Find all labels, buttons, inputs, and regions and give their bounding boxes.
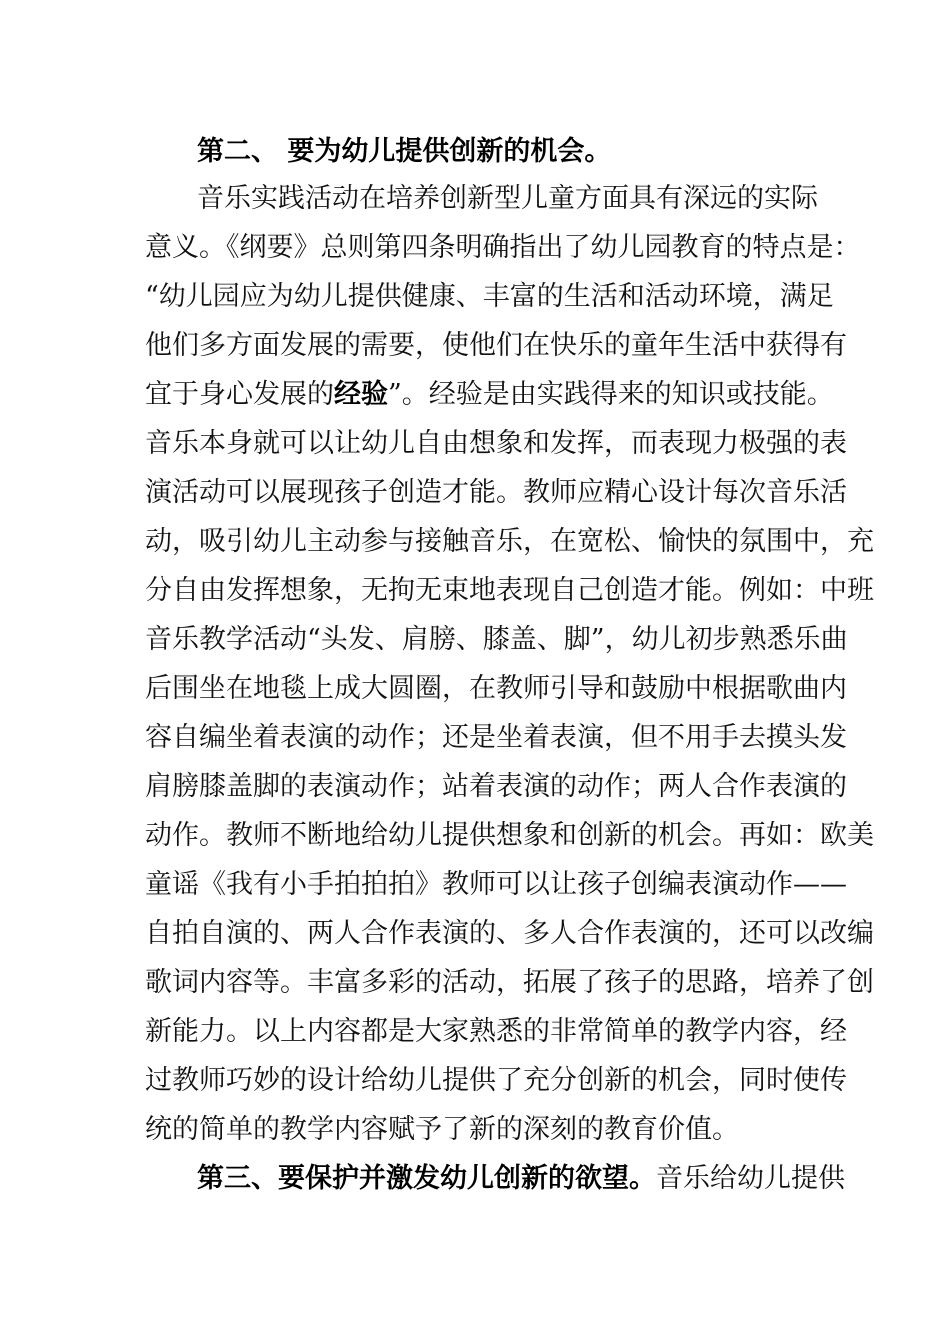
paragraph-line: 童谣《我有小手拍拍拍》教师可以让孩子创编表演动作——	[145, 869, 847, 900]
paragraph-line: 肩膀膝盖脚的表演动作；站着表演的动作；两人合作表演的	[145, 771, 847, 802]
paragraph-line: 意义。《纲要》总则第四条明确指出了幼儿园教育的特点是：	[145, 232, 861, 263]
section-heading-3: 第三、要保护并激发幼儿创新的欲望。	[197, 1163, 656, 1194]
paragraph-line: 分自由发挥想象，无拘无束地表现自己创造才能。例如：中班	[145, 575, 874, 606]
section-heading-3-line	[197, 1157, 845, 1201]
paragraph-line: “幼儿园应为幼儿提供健康、丰富的生活和活动环境，满足	[145, 281, 834, 312]
paragraph-line: 音乐教学活动“头发、肩膀、膝盖、脚”，幼儿初步熟悉乐曲	[145, 624, 848, 655]
paragraph-line: 演活动可以展现孩子创造才能。教师应精心设计每次音乐活	[145, 477, 847, 508]
paragraph-line-with-emphasis	[145, 373, 834, 417]
paragraph-line: 过教师巧妙的设计给幼儿提供了充分创新的机会，同时使传	[145, 1065, 847, 1096]
paragraph-line: 统的简单的教学内容赋予了新的深刻的教育价值。	[145, 1114, 739, 1145]
paragraph-line: 后围坐在地毯上成大圆圈，在教师引导和鼓励中根据歌曲内	[145, 673, 847, 704]
paragraph-line: 动作。教师不断地给幼儿提供想象和创新的机会。再如：欧美	[145, 820, 874, 851]
paragraph-text: ”。经验是由实践得来的知识或技能。	[388, 379, 834, 410]
paragraph-line: 音乐本身就可以让幼儿自由想象和发挥，而表现力极强的表	[145, 428, 847, 459]
emphasis-text: 经验	[334, 379, 388, 410]
paragraph-text: 宜于身心发展的	[145, 379, 334, 410]
paragraph-line: 动，吸引幼儿主动参与接触音乐，在宽松、愉快的氛围中，充	[145, 526, 874, 557]
paragraph-line: 容自编坐着表演的动作；还是坐着表演，但不用手去摸头发	[145, 722, 847, 753]
paragraph-line: 新能力。以上内容都是大家熟悉的非常简单的教学内容，经	[145, 1016, 847, 1047]
paragraph-line: 自拍自演的、两人合作表演的、多人合作表演的，还可以改编	[145, 918, 874, 949]
paragraph-line: 他们多方面发展的需要，使他们在快乐的童年生活中获得有	[145, 330, 847, 361]
paragraph-line: 歌词内容等。丰富多彩的活动，拓展了孩子的思路，培养了创	[145, 967, 874, 998]
paragraph-line: 音乐实践活动在培养创新型儿童方面具有深远的实际	[197, 183, 818, 214]
section-heading-2: 第二、 要为幼儿提供创新的机会。	[197, 136, 612, 167]
paragraph-text: 音乐给幼儿提供	[656, 1163, 845, 1194]
